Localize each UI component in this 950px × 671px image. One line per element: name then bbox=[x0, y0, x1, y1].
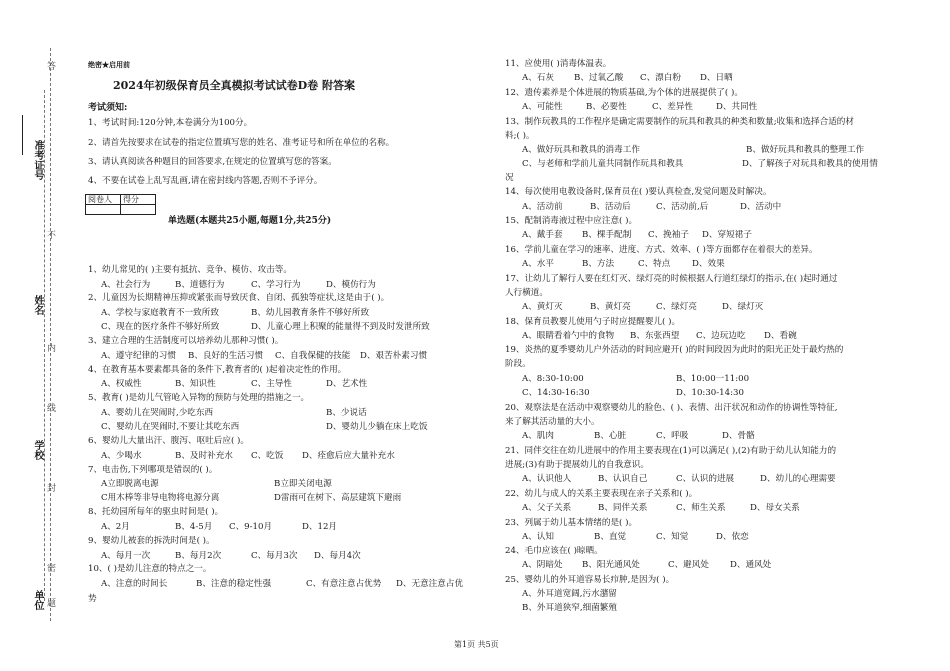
option: C、特点 bbox=[638, 259, 671, 269]
question-stem: 23、列属于幼儿基本情绪的是( )。 bbox=[505, 518, 638, 528]
option: A、戴手套 bbox=[522, 230, 563, 240]
option: B、幼儿园教育条件不够好所致 bbox=[251, 308, 370, 318]
option: D、了解孩子对玩具和教具的使用情 bbox=[742, 159, 878, 169]
name-label: 姓名 bbox=[32, 295, 43, 315]
option: D、幼儿的心理需要 bbox=[760, 474, 836, 484]
question-stem: 7、电击伤,下列哪项是错误的( )。 bbox=[88, 465, 218, 475]
option: B立即关闭电源 bbox=[274, 479, 332, 489]
option: C、主导性 bbox=[251, 379, 292, 389]
question-stem: 4、在教育基本要素都具备的条件下,教育者的( )起着决定性的作用。 bbox=[88, 365, 347, 375]
option-continuation: 势 bbox=[88, 594, 97, 604]
question-stem: 19、炎热的夏季婴幼儿户外活动的时间应避开( )的时间段因为此时的阳光正处于最灼热的 bbox=[505, 345, 844, 355]
question-stem: 9、婴幼儿被套的拆洗时间是( )。 bbox=[88, 536, 215, 546]
option: C、婴幼儿在哭闹时,不要让其吃东西 bbox=[101, 422, 240, 432]
option: A、社会行为 bbox=[101, 280, 151, 290]
question-stem: 24、毛巾应该在( )晾晒。 bbox=[505, 546, 603, 556]
question-stem: 22、幼儿与成人的关系主要表现在亲子关系和( )。 bbox=[505, 489, 698, 499]
question-stem: 18、保育员教婴儿使用勺子时应提醒婴儿( )。 bbox=[505, 317, 681, 327]
option: D、婴幼儿少躺在床上吃饭 bbox=[326, 422, 428, 432]
option: A立即脱离电源 bbox=[101, 479, 159, 489]
option: B、每月2次 bbox=[175, 551, 222, 561]
option: B、少说话 bbox=[326, 408, 367, 418]
question-stem: 15、配制消毒液过程中应注意( )。 bbox=[505, 216, 638, 226]
option: A、眼睛看着勺中的食物 bbox=[522, 331, 615, 341]
option: D、共同性 bbox=[716, 102, 758, 112]
option: B、良好的生活习惯 bbox=[188, 351, 264, 361]
option: A、权威性 bbox=[101, 379, 142, 389]
option: A、遵守纪律的习惯 bbox=[101, 351, 176, 361]
option: C用木棒等非导电物将电源分离 bbox=[101, 493, 220, 503]
seal-char: 题 bbox=[47, 599, 57, 609]
option: D、无意注意占优 bbox=[396, 579, 464, 589]
score-blank bbox=[121, 205, 156, 215]
option: A、认知 bbox=[522, 532, 554, 542]
option: B、直觉 bbox=[594, 532, 627, 542]
notice-heading: 考试须知: bbox=[88, 103, 128, 113]
option: A、学校与家庭教育不一致所致 bbox=[101, 308, 219, 318]
seal-char: 不 bbox=[47, 231, 57, 241]
option: B、活动后 bbox=[590, 202, 631, 212]
question-stem: 8、托幼园所每年的驱虫时间是( )。 bbox=[88, 507, 224, 517]
option: C、师生关系 bbox=[676, 503, 726, 513]
question-stem-cont: 阶段。 bbox=[505, 359, 531, 369]
question-stem: 13、制作玩教具的工作程序是确定需要制作的玩具和教具的种类和数量;收集和选择合适的材 bbox=[505, 117, 854, 127]
option: D、骨骼 bbox=[722, 431, 755, 441]
option: A、2月 bbox=[101, 522, 130, 532]
option: B、方法 bbox=[582, 259, 615, 269]
question-stem: 20、观察法是在活动中观察婴幼儿的脸色、( )、表情、出汗状况和动作的协调性等特征, bbox=[505, 403, 838, 413]
school-label: 学校 bbox=[32, 440, 43, 460]
option: A、石灰 bbox=[522, 73, 554, 83]
option: D、艺术性 bbox=[326, 379, 368, 389]
option: C、吃饭 bbox=[251, 451, 284, 461]
question-stem: 1、幼儿常见的( )主要有抵抗、竞争、模仿、攻击等。 bbox=[88, 265, 292, 275]
option: C、自我保健的技能 bbox=[275, 351, 351, 361]
option: C、每月3次 bbox=[251, 551, 298, 561]
option: B、道德行为 bbox=[175, 280, 225, 290]
option: A、认识他人 bbox=[522, 474, 572, 484]
option: B、外耳道狭窄,细菌繁殖 bbox=[522, 603, 617, 613]
option: D、日晒 bbox=[700, 73, 733, 83]
kaohao-underline bbox=[22, 115, 24, 155]
option: D、12月 bbox=[302, 522, 338, 532]
page-title: 2024年初级保育员全真模拟考试试卷D卷 附答案 bbox=[113, 79, 355, 92]
question-stem-cont: 人行横道。 bbox=[505, 288, 548, 298]
option: B、同伴关系 bbox=[598, 503, 648, 513]
option: D、母女关系 bbox=[750, 503, 800, 513]
option: C、避风处 bbox=[668, 560, 709, 570]
seal-char: 内 bbox=[47, 344, 57, 354]
option: A、少喝水 bbox=[101, 451, 142, 461]
option: D雷雨可在树下、高层建筑下避雨 bbox=[274, 493, 402, 503]
option: B、认识自己 bbox=[598, 474, 648, 484]
notice-item: 2、请首先按要求在试卷的指定位置填写您的姓名、准考证号和所在单位的名称。 bbox=[88, 138, 395, 148]
option: B、黄灯亮 bbox=[590, 302, 631, 312]
option: C、呼吸 bbox=[656, 431, 689, 441]
question-stem: 12、遗传素养是个体进展的物质基础,为个体的进展提供了( )。 bbox=[505, 88, 743, 98]
option: C、挽袖子 bbox=[648, 230, 689, 240]
seal-char: 线 bbox=[47, 404, 57, 414]
option: B、知识性 bbox=[175, 379, 216, 389]
notice-item: 3、请认真阅读各种题目的回答要求,在规定的位置填写您的答案。 bbox=[88, 157, 337, 167]
option: A、8:30-10:00 bbox=[522, 374, 584, 384]
option: B、必要性 bbox=[586, 102, 627, 112]
option: A、注意的时间长 bbox=[101, 579, 168, 589]
option: D、效果 bbox=[692, 259, 725, 269]
score-table bbox=[85, 194, 156, 215]
option: C、差异性 bbox=[652, 102, 693, 112]
option: D、活动中 bbox=[740, 202, 782, 212]
secret-mark: 绝密★启用前 bbox=[88, 60, 130, 69]
question-stem: 17、让幼儿了解行人要在红灯灭、绿灯亮的时候根据人行道红绿灯的指示,在( )起时通过 bbox=[505, 274, 838, 284]
option: A、外耳道宽阔,污水潴留 bbox=[522, 589, 617, 599]
notice-item: 4、不要在试卷上乱写乱画,请在密封线内答题,否则不予评分。 bbox=[88, 176, 323, 186]
option: C、认识的进展 bbox=[676, 474, 735, 484]
question-stem: 21、同伴交往在幼儿进展中的作用主要表现在(1)可以满足( ),(2)有助于幼儿认知能力的 bbox=[505, 446, 837, 456]
option: D、穿短裙子 bbox=[702, 230, 752, 240]
option: D、艰苦朴素习惯 bbox=[360, 351, 428, 361]
unit-label: 单位 bbox=[32, 590, 43, 610]
question-stem: 3、建立合理的生活制度可以培养幼儿那种习惯( )。 bbox=[88, 336, 284, 346]
question-stem: 11、应使用( )消毒体温表。 bbox=[505, 59, 612, 69]
section-heading: 单选题(本题共25小题,每题1分,共25分) bbox=[168, 216, 332, 226]
kaohao-label: 准考证号 bbox=[32, 140, 43, 180]
option: D、儿童心理上积聚的能量得不到及时发泄所致 bbox=[251, 322, 430, 332]
option: A、婴幼儿在哭闹时,少吃东西 bbox=[101, 408, 214, 418]
option: A、肌肉 bbox=[522, 431, 554, 441]
option: D、依恋 bbox=[716, 532, 749, 542]
option: B、4-5月 bbox=[175, 522, 213, 532]
option: D、每月4次 bbox=[314, 551, 361, 561]
option: B、棵手配制 bbox=[582, 230, 632, 240]
option: B、心脏 bbox=[594, 431, 627, 441]
option: B、及时补充水 bbox=[175, 451, 233, 461]
option: C、与老师和学前儿童共同制作玩具和教具 bbox=[522, 159, 684, 169]
option: B、注意的稳定性强 bbox=[196, 579, 272, 589]
option: A、可能性 bbox=[522, 102, 563, 112]
question-stem: 6、婴幼儿大量出汗、腹泻、呕吐后应( )。 bbox=[88, 436, 249, 446]
seal-char: 封 bbox=[47, 484, 57, 494]
option: C、有意注意占优势 bbox=[306, 579, 382, 589]
option: C、边玩边吃 bbox=[696, 331, 746, 341]
option: D、10:30-14:30 bbox=[676, 388, 744, 398]
option: A、活动前 bbox=[522, 202, 563, 212]
grader-cell: 阅卷人 bbox=[86, 195, 121, 205]
seal-line-inner bbox=[44, 90, 45, 601]
option: B、过氧乙酸 bbox=[574, 73, 624, 83]
question-stem: 16、学前儿童在学习的速率、进度、方式、效率、( )等方面都存在着很大的差异。 bbox=[505, 245, 818, 255]
option: C、学习行为 bbox=[251, 280, 301, 290]
option: A、黄灯灭 bbox=[522, 302, 563, 312]
notice-item: 1、考试时间:120分钟,本卷满分为100分。 bbox=[88, 118, 253, 128]
question-stem: 2、儿童因为长期精神压抑或紧张而导致厌食、自闭、孤独等症状,这是由于( )。 bbox=[88, 293, 390, 303]
option: A、水平 bbox=[522, 259, 554, 269]
question-stem: 14、每次使用电教设备时,保育员在( )要认真检查,发觉问题及时解决。 bbox=[505, 187, 772, 197]
option: B、东张西望 bbox=[630, 331, 680, 341]
option-continuation: 况 bbox=[505, 173, 514, 183]
option: D、模仿行为 bbox=[326, 280, 376, 290]
option: B、做好玩具和教具的整理工作 bbox=[746, 145, 865, 155]
option: C、漂白粉 bbox=[640, 73, 681, 83]
option: B、阳光通风处 bbox=[582, 560, 640, 570]
score-cell: 得分 bbox=[121, 195, 156, 205]
option: A、父子关系 bbox=[522, 503, 572, 513]
option: D、绿灯灭 bbox=[722, 302, 764, 312]
option: C、知觉 bbox=[656, 532, 689, 542]
question-stem-cont: 料;( )。 bbox=[505, 131, 535, 141]
option: C、活动前,后 bbox=[656, 202, 709, 212]
option: D、通风处 bbox=[730, 560, 772, 570]
option: D、看碗 bbox=[764, 331, 797, 341]
seal-char: 答 bbox=[47, 62, 57, 72]
seal-line bbox=[50, 48, 51, 621]
option: A、每月一次 bbox=[101, 551, 151, 561]
option: C、绿灯亮 bbox=[656, 302, 697, 312]
seal-char: 密 bbox=[47, 564, 57, 574]
option: C、现在的医疗条件不够好所致 bbox=[101, 322, 220, 332]
option: D、痊愈后应大量补充水 bbox=[302, 451, 395, 461]
page-number: 第1页 共5页 bbox=[454, 640, 499, 649]
option: A、阴暗处 bbox=[522, 560, 563, 570]
question-stem: 25、婴幼儿的外耳道容易长疖肿,是因为( )。 bbox=[505, 575, 675, 585]
question-stem: 5、教育( )是幼儿气管呛入异物的预防与处理的措施之一。 bbox=[88, 393, 310, 403]
question-stem-cont: 来了解其活动量的大小。 bbox=[505, 417, 600, 427]
option: A、做好玩具和教具的消毒工作 bbox=[522, 145, 640, 155]
option: C、9-10月 bbox=[229, 522, 273, 532]
grader-blank bbox=[86, 205, 121, 215]
question-stem-cont: 进展;(3)有助于提展幼儿的自我意识。 bbox=[505, 460, 649, 470]
option: C、14:30-16:30 bbox=[522, 388, 590, 398]
option: B、10:00一11:00 bbox=[676, 374, 750, 384]
question-stem: 10、( )是幼儿注意的特点之一。 bbox=[88, 564, 212, 574]
